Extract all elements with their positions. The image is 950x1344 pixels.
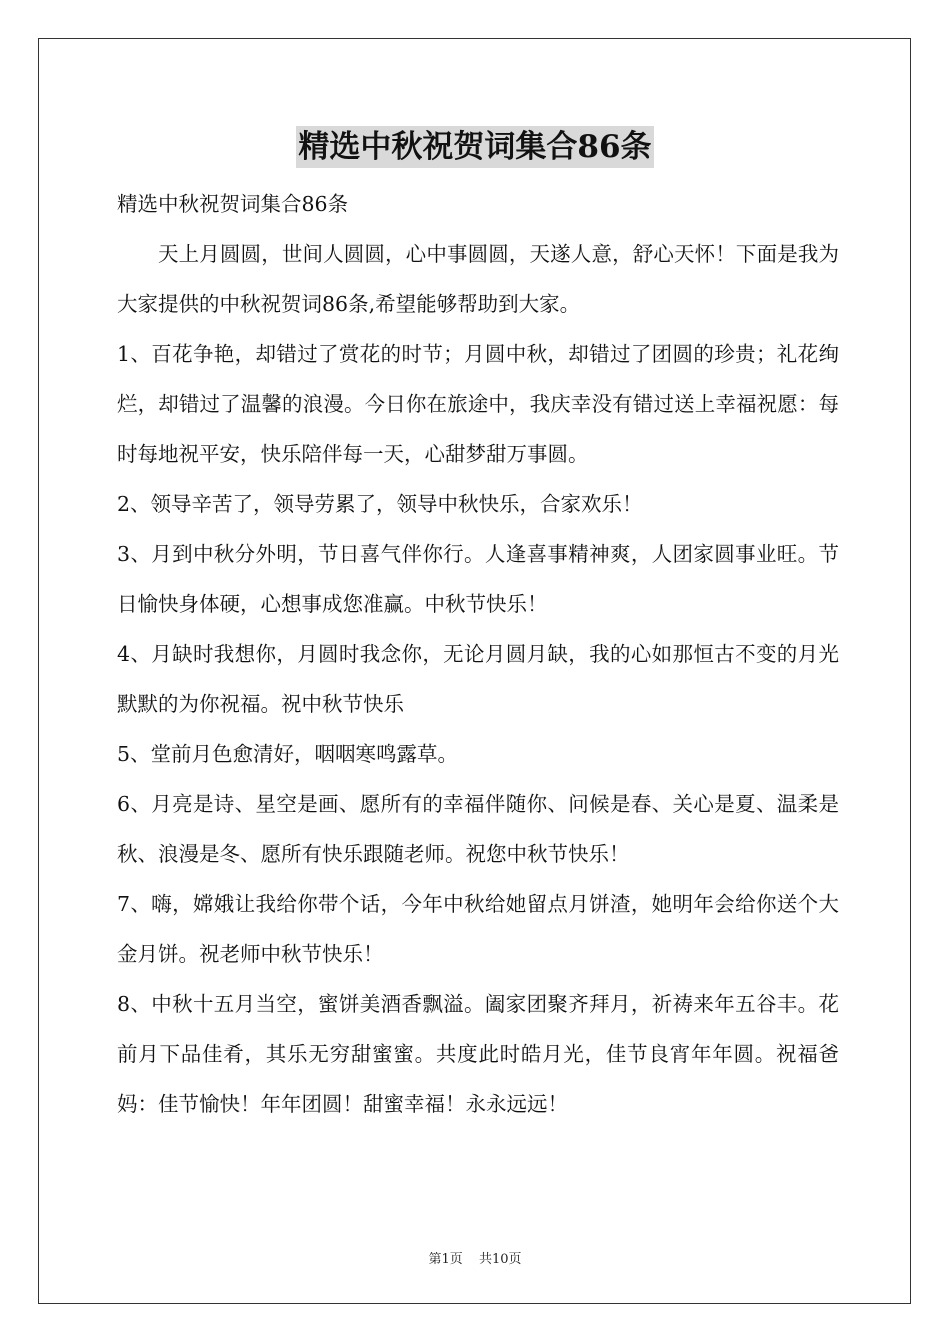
- document-subtitle: 精选中秋祝贺词集合86条: [117, 192, 349, 216]
- list-item: 5、堂前月色愈清好，咽咽寒鸣露草。: [117, 742, 459, 766]
- list-item: 2、领导辛苦了，领导劳累了，领导中秋快乐，合家欢乐！: [117, 492, 643, 516]
- list-item: 3、月到中秋分外明，节日喜气伴你行。人逢喜事精神爽，人团家圆事业旺。节日愉快身体硬，心想事成您准赢。中秋节快乐！: [117, 542, 839, 616]
- document-title: 精选中秋祝贺词集合86条: [296, 126, 653, 168]
- list-item: 6、月亮是诗、星空是画、愿所有的幸福伴随你、问候是春、关心是夏、温柔是秋、浪漫是冬、愿所有快乐跟随老师。祝您中秋节快乐！: [117, 792, 839, 866]
- title-wrap: [0, 126, 950, 168]
- document-body: [117, 179, 839, 1129]
- list-item: 7、嗨，嫦娥让我给你带个话，今年中秋给她留点月饼渣，她明年会给你送个大金月饼。祝老师中秋节快乐！: [117, 892, 839, 966]
- page-number: 第1页: [428, 1252, 463, 1267]
- list-item: 4、月缺时我想你，月圆时我念你，无论月圆月缺，我的心如那恒古不变的月光默默的为你祝福。祝中秋节快乐: [117, 642, 839, 716]
- list-item: 1、百花争艳，却错过了赏花的时节；月圆中秋，却错过了团圆的珍贵；礼花绚烂，却错过了温馨的浪漫。今日你在旅途中，我庆幸没有错过送上幸福祝愿：每时每地祝平安，快乐陪伴每一天，心甜梦甜万事圆。: [117, 342, 839, 466]
- intro-paragraph: 天上月圆圆，世间人圆圆，心中事圆圆，天遂人意，舒心天怀！下面是我为大家提供的中秋祝贺词86条,希望能够帮助到大家。: [117, 242, 839, 316]
- page-total: 共10页: [478, 1252, 522, 1267]
- list-item: 8、中秋十五月当空，蜜饼美酒香飘溢。阖家团聚齐拜月，祈祷来年五谷丰。花前月下品佳肴，其乐无穷甜蜜蜜。共度此时皓月光，佳节良宵年年圆。祝福爸妈：佳节愉快！年年团圆！甜蜜幸福！永永远远！: [117, 992, 839, 1116]
- page-footer: [0, 1248, 950, 1267]
